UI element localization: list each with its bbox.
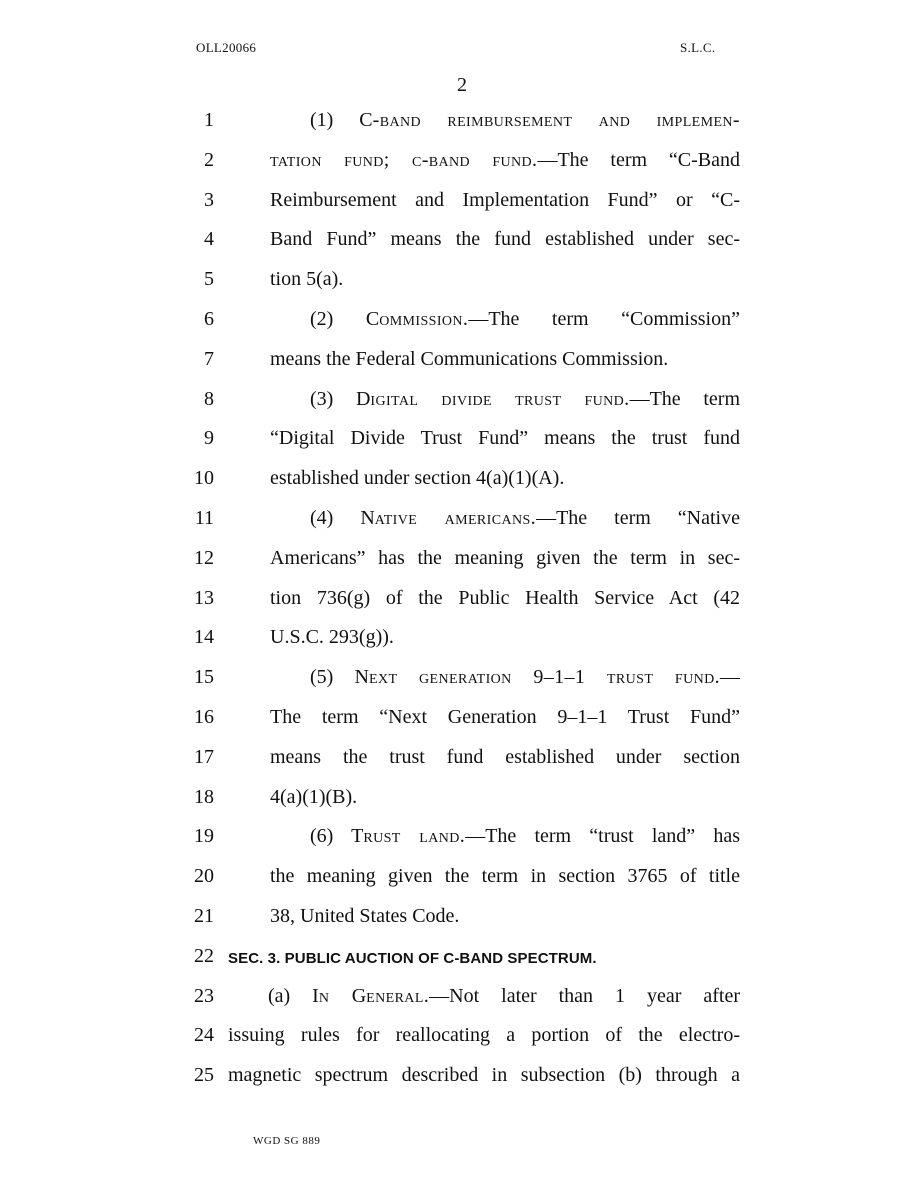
line-text	[310, 665, 740, 689]
text-line	[0, 347, 919, 387]
text-run: tion 736(g) of the Public Health Service Act (42	[270, 586, 740, 609]
line-text	[228, 1063, 740, 1087]
small-caps-run: igital divide trust fund.	[370, 387, 630, 410]
text-line	[0, 625, 919, 665]
line-number: 1	[204, 109, 214, 131]
text-run: 38, United States Code.	[270, 905, 460, 927]
small-caps-run: ommission.	[379, 308, 469, 330]
line-number: 3	[204, 188, 214, 211]
text-run: Band Fund” means the fund established under sec-	[270, 228, 740, 251]
line-text	[270, 705, 740, 729]
line-number: 6	[204, 308, 214, 330]
line-number: 20	[194, 865, 214, 888]
text-run: (a) I	[268, 984, 319, 1007]
text-run: —The term	[629, 387, 740, 410]
line-text	[270, 864, 740, 888]
text-run: means the trust fund established under section	[270, 745, 740, 768]
small-caps-run: rust land.	[363, 825, 466, 848]
line-number: 11	[194, 507, 214, 529]
text-run: magnetic spectrum described in subsection (b) through a	[228, 1064, 740, 1087]
line-number: 21	[194, 905, 214, 927]
line-number: 25	[194, 1064, 214, 1087]
small-caps-run: tation fund; c-band fund.	[270, 148, 538, 171]
text-line	[0, 745, 919, 785]
text-run: (1) C	[310, 109, 373, 131]
line-text	[270, 745, 740, 769]
small-caps-run: -band reimbursement and implemen-	[372, 109, 740, 131]
text-line	[0, 1023, 919, 1063]
line-number: 14	[194, 626, 214, 649]
text-line	[0, 466, 919, 506]
line-text	[310, 307, 740, 331]
line-text	[270, 347, 668, 371]
text-line	[0, 984, 919, 1024]
text-run: The term “Next Generation 9–1–1 Trust Fund”	[270, 706, 740, 728]
line-text	[270, 227, 740, 251]
text-run: SEC. 3. PUBLIC AUCTION OF C-BAND SPECTRUM.	[228, 949, 597, 967]
text-run: tion 5(a).	[270, 268, 344, 291]
line-text	[270, 904, 459, 928]
line-number: 16	[194, 706, 214, 728]
line-text	[270, 586, 740, 610]
text-line	[0, 188, 919, 228]
text-line	[0, 904, 919, 944]
text-line	[0, 705, 919, 745]
line-number: 19	[194, 825, 214, 848]
text-run: (5) N	[310, 666, 369, 689]
line-number: 24	[194, 1024, 214, 1047]
text-run: (4) N	[310, 507, 375, 529]
text-run: —The term “Native	[536, 507, 740, 529]
line-number: 12	[194, 546, 214, 569]
page-number: 2	[457, 74, 467, 96]
text-run: the meaning given the term in section 3765 of title	[270, 865, 740, 888]
text-run: established under section 4(a)(1)(A).	[270, 467, 565, 490]
text-line	[0, 227, 919, 267]
small-caps-run: ative americans.	[374, 507, 537, 529]
line-number: 8	[204, 387, 214, 410]
line-number: 2	[204, 148, 214, 171]
line-text	[268, 984, 740, 1008]
text-line	[0, 665, 919, 705]
small-caps-run: eneral.	[366, 984, 430, 1007]
line-text	[270, 267, 343, 291]
text-run: (3) D	[310, 387, 371, 410]
line-number: 22	[194, 944, 214, 967]
text-run: Americans” has the meaning given the term in sec-	[270, 546, 740, 569]
line-number: 9	[204, 427, 214, 450]
text-run: Reimbursement and Implementation Fund” or “C-	[270, 188, 740, 211]
line-text	[270, 188, 740, 212]
slc-marker: S.L.C.	[680, 40, 716, 55]
line-number: 10	[194, 467, 214, 490]
text-run: means the Federal Communications Commission.	[270, 347, 669, 370]
text-line	[0, 1063, 919, 1103]
line-number: 13	[194, 586, 214, 609]
text-run: “Digital Divide Trust Fund” means the trust fund	[270, 427, 740, 450]
text-run: (2) C	[310, 308, 380, 330]
line-text	[228, 1023, 740, 1047]
text-line	[0, 307, 919, 347]
text-line	[0, 944, 919, 984]
text-line	[0, 426, 919, 466]
text-line	[0, 108, 919, 148]
small-caps-run: n	[318, 984, 352, 1007]
line-text	[270, 148, 740, 172]
document-id: OLL20066	[196, 40, 257, 55]
text-line	[0, 546, 919, 586]
text-run: U.S.C. 293(g)).	[270, 626, 394, 649]
line-number: 15	[194, 666, 214, 689]
line-text	[270, 625, 394, 649]
text-line	[0, 387, 919, 427]
line-number: 7	[204, 347, 214, 370]
text-run: (6) T	[310, 825, 364, 848]
text-run: —The term “Commission”	[468, 308, 740, 330]
text-run: 4(a)(1)(B).	[270, 785, 358, 808]
line-text	[310, 506, 740, 530]
line-number: 5	[204, 268, 214, 291]
text-line	[0, 864, 919, 904]
section-heading	[228, 947, 597, 971]
small-caps-run: ext generation 9–1–1 trust fund.	[369, 666, 721, 689]
text-line	[0, 785, 919, 825]
line-number: 23	[194, 984, 214, 1007]
line-text	[270, 785, 357, 809]
line-number: 4	[204, 228, 214, 251]
text-run: —	[720, 666, 741, 689]
line-text	[270, 466, 564, 490]
text-line	[0, 824, 919, 864]
line-text	[270, 426, 740, 450]
line-text	[310, 387, 740, 411]
text-run: G	[351, 984, 367, 1007]
line-text	[310, 824, 740, 848]
line-number: 17	[194, 745, 214, 768]
text-run: —Not later than 1 year after	[429, 984, 740, 1007]
text-line	[0, 267, 919, 307]
text-line	[0, 148, 919, 188]
line-text	[270, 546, 740, 570]
text-run: —The term “trust land” has	[465, 825, 740, 848]
text-run: —The term “C-Band	[537, 148, 740, 171]
text-run: issuing rules for reallocating a portion of the electro-	[228, 1024, 740, 1047]
text-line	[0, 586, 919, 626]
line-text	[310, 108, 740, 132]
text-line	[0, 506, 919, 546]
footer-code: WGD SG 889	[253, 1135, 321, 1147]
line-number: 18	[194, 785, 214, 808]
